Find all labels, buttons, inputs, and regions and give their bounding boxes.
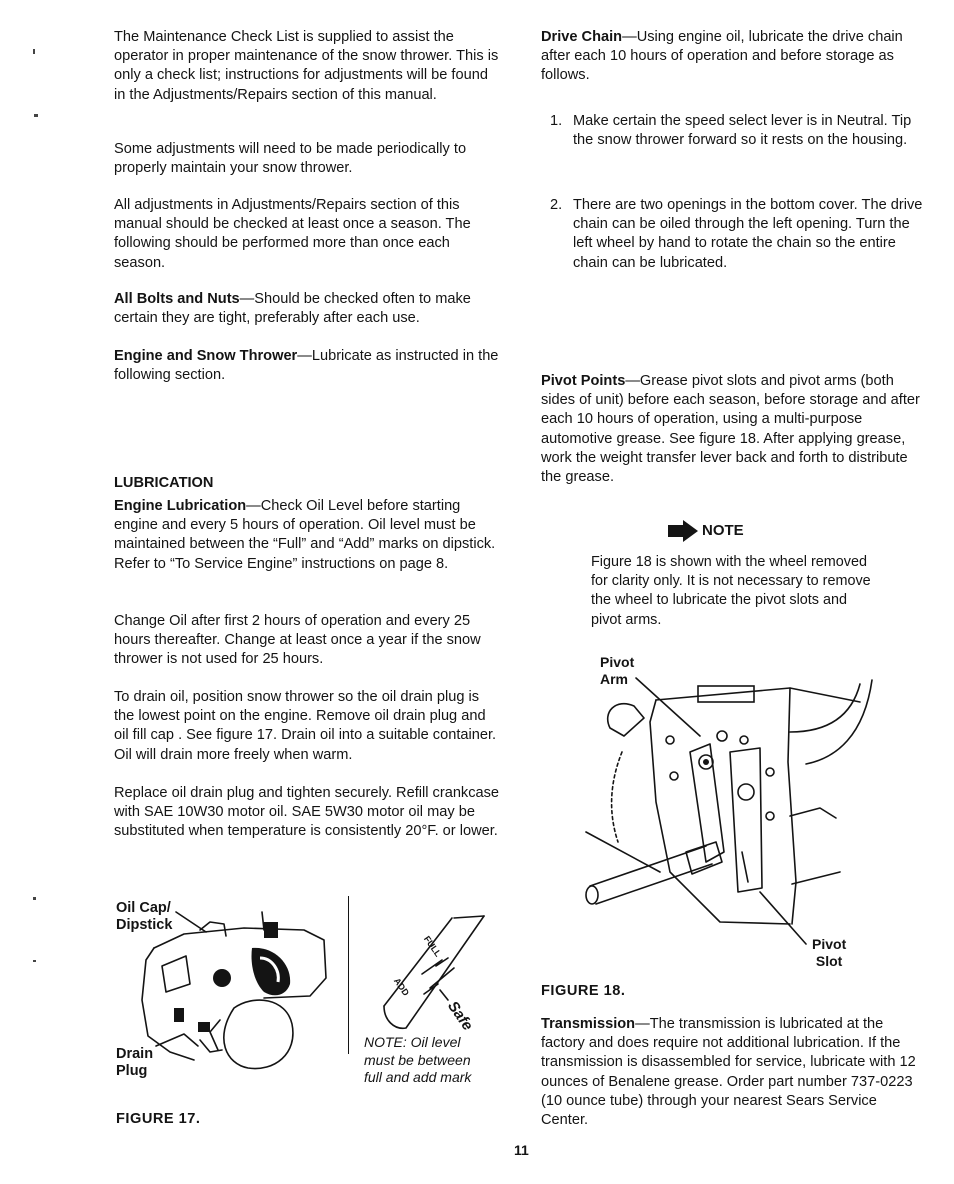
bolts-nuts-paragraph xyxy=(114,290,502,328)
figure-17-caption: FIGURE 17. xyxy=(116,1111,201,1127)
transmission-paragraph xyxy=(541,1015,927,1130)
engine-lubrication-text: —Check Oil Level before starting engine and every 5 hours of operation. Oil level must be maintained between the “Full” and “Add” marks on dipstick. Refer to “To Service Engine” instructions on page 8. xyxy=(114,498,496,572)
arrow-right-icon xyxy=(668,520,698,542)
dipstick-note-line2: must be between xyxy=(364,1051,471,1068)
drive-chain-label: Drive Chain xyxy=(541,29,623,45)
oil-cap-label-line1: Oil Cap/ xyxy=(116,900,171,916)
pivot-slot-label-line2: Slot xyxy=(815,953,843,969)
engine-thrower-label: Engine and Snow Thrower xyxy=(114,348,298,364)
step-text: There are two openings in the bottom cover. The drive chain can be oiled through the left opening. Turn the left wheel by hand to rotate the chain so the entire chain can be lubricated. xyxy=(573,197,923,271)
figure-divider xyxy=(348,896,349,1054)
pivot-slot-label-line1: Pivot xyxy=(812,936,847,952)
figure-17-engine-illustration xyxy=(114,900,334,1090)
pivot-points-paragraph xyxy=(541,372,927,487)
engine-lubrication-paragraph xyxy=(114,497,502,574)
replace-plug-paragraph: Replace oil drain plug and tighten securely. Refill crankcase with SAE 10W30 motor oil. SAE 5W30 motor oil may be substituted when temperature is consistently 20°F. or lower. xyxy=(114,785,500,840)
pivot-arm-label-line1: Pivot xyxy=(600,654,635,670)
dipstick-safe-label: Safe xyxy=(444,998,477,1034)
oil-cap-label-line2: Dipstick xyxy=(116,917,173,933)
dipstick-full-mark: FULL xyxy=(421,934,444,959)
bolts-nuts-label: All Bolts and Nuts xyxy=(114,291,240,307)
dipstick-drawing xyxy=(360,900,500,1040)
intro-paragraph: The Maintenance Check List is supplied to assist the operator in proper maintenance of the snow thrower. This is only a check list; instructions for adjustments will be found in the Adjustments/Repairs section of this manual. xyxy=(114,29,499,103)
engine-drawing xyxy=(114,900,334,1090)
drain-oil-paragraph: To drain oil, position snow thrower so the oil drain plug is the lowest point on the engine. Remove oil drain plug and oil fill cap . See figure 17. Drain oil into a suitable container. Oil will drain more freely when warm. xyxy=(114,689,497,763)
pivot-points-text: —Grease pivot slots and pivot arms (both sides of unit) before each season, before storage and after each 10 hours of operation, using a multi-purpose automotive grease. See figure 18. After applying grease, work the weight transfer lever back and forth to distribute the grease. xyxy=(541,373,920,486)
note-heading: NOTE xyxy=(702,522,744,539)
scan-speck xyxy=(34,114,38,117)
figure-18-caption: FIGURE 18. xyxy=(541,983,626,999)
dipstick-add-mark: ADD xyxy=(391,976,412,998)
pivot-drawing xyxy=(560,652,870,982)
step-number: 1. xyxy=(550,113,563,129)
transmission-text: —The transmission is lubricated at the factory and does require not additional lubrication. If the transmission is disassembled for service, lubricate with 12 ounces of Benalene grease. Order part number 737-0223 (10 ounce tube) through your nearest Sears Service Center. xyxy=(541,1016,916,1129)
lubrication-heading: LUBRICATION xyxy=(114,475,214,491)
change-oil-paragraph: Change Oil after first 2 hours of operation and every 25 hours thereafter. Change at least once a year if the snow thrower is not used for 25 hours. xyxy=(114,613,481,668)
note-text: Figure 18 is shown with the wheel removed for clarity only. It is not necessary to remove the wheel to lubricate the pivot slots and pivot arms. xyxy=(591,554,871,628)
bolts-nuts-text: —Should be checked often to make certain they are tight, preferably after each use. xyxy=(114,291,471,327)
scan-speck xyxy=(33,897,36,900)
step-text: Make certain the speed select lever is in Neutral. Tip the snow thrower forward so it rests on the housing. xyxy=(573,113,912,149)
figure-18-pivot-illustration xyxy=(560,652,870,982)
step-number: 2. xyxy=(550,197,563,213)
all-adjustments-paragraph: All adjustments in Adjustments/Repairs section of this manual should be checked at least once a season. The following should be performed more than once each season. xyxy=(114,197,471,271)
dipstick-note xyxy=(364,1034,504,1087)
pivot-points-label: Pivot Points xyxy=(541,373,626,389)
engine-thrower-paragraph xyxy=(114,347,502,385)
page-number: 11 xyxy=(514,1142,529,1158)
scan-speck xyxy=(33,960,36,962)
adjustments-paragraph: Some adjustments will need to be made periodically to properly maintain your snow thrower. xyxy=(114,141,467,177)
dipstick-note-line3: full and add mark xyxy=(364,1069,472,1085)
transmission-label: Transmission xyxy=(541,1016,636,1032)
pivot-arm-label-line2: Arm xyxy=(600,671,629,687)
engine-thrower-text: —Lubricate as instructed in the following section. xyxy=(114,348,499,384)
engine-lubrication-label: Engine Lubrication xyxy=(114,498,247,514)
drive-chain-text: —Using engine oil, lubricate the drive chain after each 10 hours of operation and before storage as follows. xyxy=(541,29,903,84)
scan-speck xyxy=(33,49,35,54)
drain-plug-label-line1: Drain xyxy=(116,1046,154,1062)
drive-chain-paragraph xyxy=(541,28,927,86)
drain-plug-label-line2: Plug xyxy=(116,1063,148,1079)
dipstick-note-line1: NOTE: Oil level xyxy=(364,1034,461,1050)
